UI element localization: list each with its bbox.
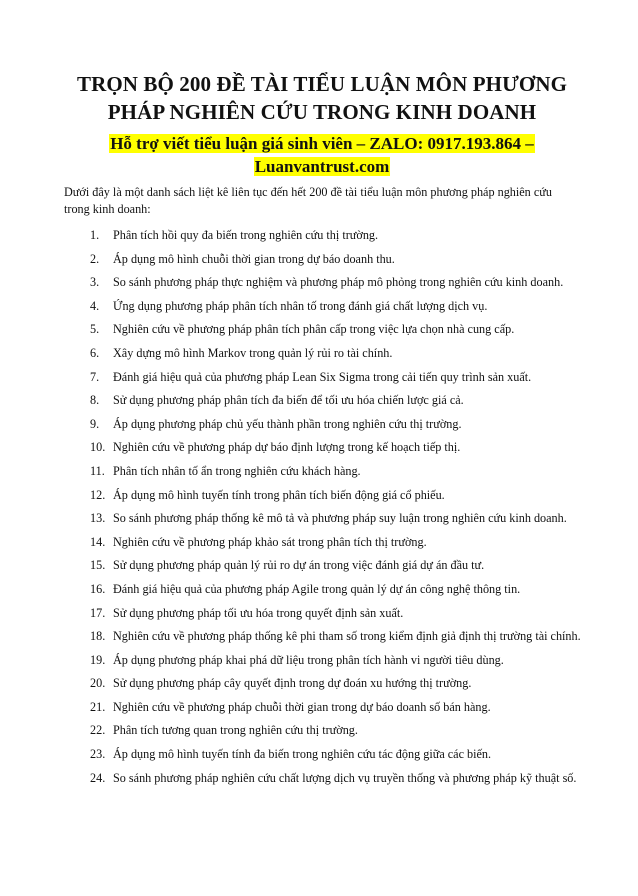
list-item-text: So sánh phương pháp nghiên cứu chất lượng dịch vụ truyền thống và phương pháp kỹ thuật số. bbox=[113, 770, 577, 785]
list-item bbox=[90, 228, 580, 252]
list-item bbox=[90, 275, 580, 299]
list-item-number: 2. bbox=[90, 251, 100, 266]
list-item bbox=[90, 535, 580, 559]
list-item-number: 15. bbox=[90, 558, 106, 573]
list-item bbox=[90, 464, 580, 488]
list-item-text: Phân tích hồi quy đa biến trong nghiên cứu thị trường. bbox=[113, 228, 379, 242]
list-item-text: Áp dụng mô hình tuyến tính trong phân tích biến động giá cổ phiếu. bbox=[113, 487, 445, 502]
list-item-number: 19. bbox=[90, 652, 106, 667]
list-item bbox=[90, 511, 580, 535]
list-item-number: 7. bbox=[90, 369, 100, 384]
list-item bbox=[90, 346, 580, 370]
list-item bbox=[90, 393, 580, 417]
list-item bbox=[90, 676, 580, 700]
list-item-number: 21. bbox=[90, 699, 106, 714]
list-item bbox=[90, 440, 580, 464]
list-item bbox=[90, 700, 580, 724]
list-item-text: Đánh giá hiệu quả của phương pháp Agile trong quản lý dự án công nghệ thông tin. bbox=[113, 581, 521, 596]
list-item-number: 8. bbox=[90, 393, 100, 408]
document-page bbox=[0, 70, 638, 896]
list-item bbox=[90, 252, 580, 276]
list-item bbox=[90, 582, 580, 606]
list-item bbox=[90, 629, 580, 653]
intro-paragraph: Dưới đây là một danh sách liệt kê liên tục đến hết 200 đề tài tiểu luận môn phương pháp nghiên cứu trong kinh doanh: bbox=[64, 185, 552, 216]
topic-list bbox=[64, 228, 580, 794]
list-item-number: 5. bbox=[90, 322, 100, 337]
list-item-number: 3. bbox=[90, 275, 100, 290]
list-item-text: Nghiên cứu về phương pháp phân tích phân cấp trong việc lựa chọn nhà cung cấp. bbox=[113, 322, 515, 337]
list-item-number: 6. bbox=[90, 345, 100, 360]
promo-subtitle bbox=[64, 132, 580, 178]
list-item-text: Nghiên cứu về phương pháp chuỗi thời gian trong dự báo doanh số bán hàng. bbox=[113, 699, 491, 714]
list-item bbox=[90, 370, 580, 394]
list-item-text: Phân tích nhân tố ẩn trong nghiên cứu khách hàng. bbox=[113, 463, 361, 478]
list-item-number: 11. bbox=[90, 463, 105, 478]
list-item-number: 4. bbox=[90, 298, 100, 313]
list-item-text: So sánh phương pháp thực nghiệm và phương pháp mô phỏng trong nghiên cứu kinh doanh. bbox=[113, 275, 564, 290]
list-item-text: Áp dụng phương pháp khai phá dữ liệu trong phân tích hành vi người tiêu dùng. bbox=[113, 652, 504, 667]
list-item bbox=[90, 488, 580, 512]
subtitle-line-1: Hỗ trợ viết tiểu luận giá sinh viên – ZALO: 0917.193.864 – bbox=[110, 134, 534, 153]
list-item-number: 16. bbox=[90, 581, 106, 596]
title-line-2: PHÁP NGHIÊN CỨU TRONG KINH DOANH bbox=[107, 100, 537, 124]
list-item bbox=[90, 723, 580, 747]
list-item bbox=[90, 417, 580, 441]
list-item-text: Áp dụng mô hình tuyến tính đa biến trong nghiên cứu tác động giữa các biến. bbox=[113, 747, 492, 762]
list-item bbox=[90, 771, 580, 795]
list-item-text: Áp dụng phương pháp chủ yếu thành phần trong nghiên cứu thị trường. bbox=[113, 416, 462, 431]
list-item-text: Sử dụng phương pháp tối ưu hóa trong quyết định sản xuất. bbox=[113, 605, 404, 620]
list-item-text: Nghiên cứu về phương pháp thống kê phi tham số trong kiểm định giả định thị trường tài chính. bbox=[113, 629, 581, 644]
list-item-number: 13. bbox=[90, 511, 106, 526]
list-item-text: Sử dụng phương pháp quản lý rủi ro dự án trong việc đánh giá dự án đầu tư. bbox=[113, 558, 485, 573]
list-item-number: 23. bbox=[90, 747, 106, 762]
list-item-number: 22. bbox=[90, 723, 106, 738]
list-item-number: 9. bbox=[90, 416, 100, 431]
list-item-number: 18. bbox=[90, 629, 106, 644]
subtitle-line-2: Luanvantrust.com bbox=[254, 157, 390, 176]
list-item bbox=[90, 299, 580, 323]
list-item-number: 14. bbox=[90, 534, 106, 549]
list-item bbox=[90, 747, 580, 771]
list-item-text: So sánh phương pháp thống kê mô tả và phương pháp suy luận trong nghiên cứu kinh doanh. bbox=[113, 511, 567, 526]
list-item bbox=[90, 653, 580, 677]
list-item-text: Nghiên cứu về phương pháp dự báo định lượng trong kế hoạch tiếp thị. bbox=[113, 440, 461, 455]
list-item bbox=[90, 606, 580, 630]
list-item-text: Nghiên cứu về phương pháp khảo sát trong phân tích thị trường. bbox=[113, 534, 427, 549]
title-line-1: TRỌN BỘ 200 ĐỀ TÀI TIỂU LUẬN MÔN PHƯƠNG bbox=[76, 72, 568, 96]
list-item-text: Đánh giá hiệu quả của phương pháp Lean Six Sigma trong cải tiến quy trình sản xuất. bbox=[113, 369, 532, 384]
list-item-number: 24. bbox=[90, 770, 106, 785]
list-item-text: Áp dụng mô hình chuỗi thời gian trong dự báo doanh thu. bbox=[113, 251, 395, 266]
document-title bbox=[64, 70, 580, 126]
list-item-number: 20. bbox=[90, 676, 106, 691]
list-item-number: 17. bbox=[90, 605, 106, 620]
list-item bbox=[90, 322, 580, 346]
list-item-text: Ứng dụng phương pháp phân tích nhân tố trong đánh giá chất lượng dịch vụ. bbox=[113, 298, 488, 313]
list-item-text: Phân tích tương quan trong nghiên cứu thị trường. bbox=[113, 723, 358, 738]
list-item-text: Sử dụng phương pháp cây quyết định trong dự đoán xu hướng thị trường. bbox=[113, 676, 472, 691]
list-item-number: 12. bbox=[90, 487, 106, 502]
list-item-number: 1. bbox=[90, 228, 100, 242]
list-item-text: Xây dựng mô hình Markov trong quản lý rủi ro tài chính. bbox=[113, 345, 393, 360]
list-item bbox=[90, 558, 580, 582]
list-item-text: Sử dụng phương pháp phân tích đa biến để tối ưu hóa chiến lược giá cả. bbox=[113, 393, 464, 408]
list-item-number: 10. bbox=[90, 440, 106, 455]
